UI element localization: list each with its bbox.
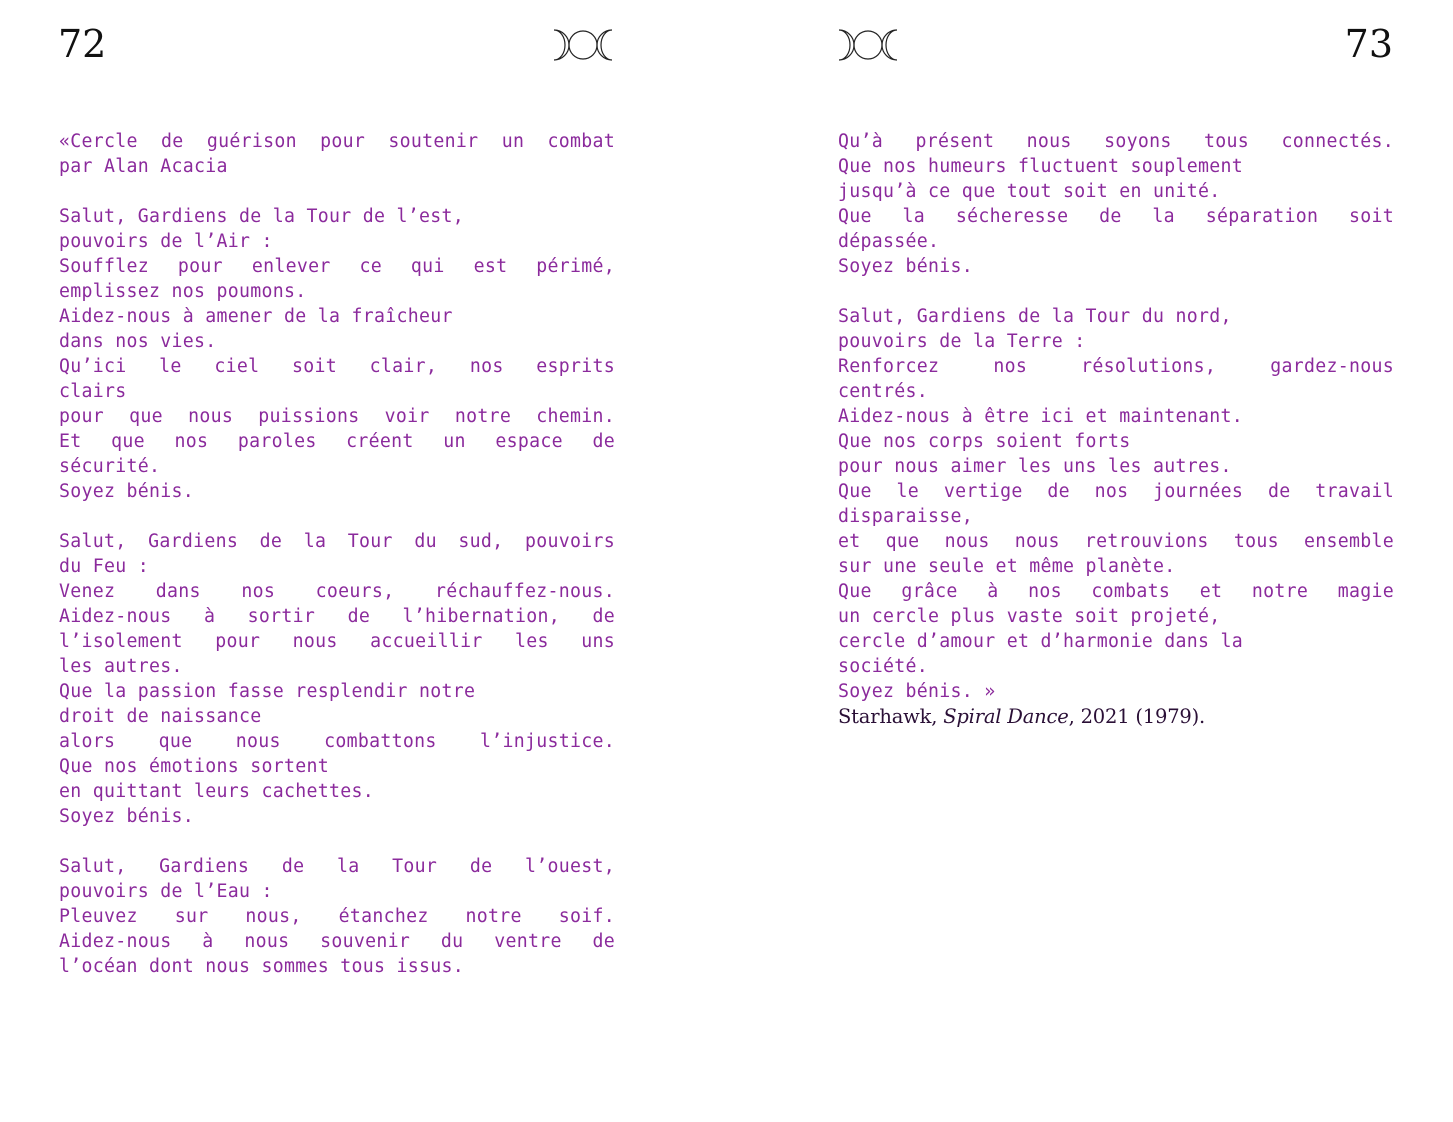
poem-line: pouvoirs de l’Air : — [59, 231, 273, 252]
poem-line: l’isolement pour nous accueillir les uns — [59, 631, 615, 652]
stanza — [59, 529, 615, 829]
poem-line: Que grâce à nos combats et notre magie — [838, 581, 1394, 602]
poem-line: Soyez bénis. — [838, 256, 973, 277]
poem-line: dans nos vies. — [59, 331, 217, 352]
poem-line: Et que nos paroles créent un espace de — [59, 431, 615, 452]
poem-line: Que le vertige de nos journées de travail — [838, 481, 1394, 502]
triple-moon-icon — [552, 28, 614, 62]
stanza — [59, 129, 615, 179]
stanza — [838, 304, 1394, 704]
citation-title: Spiral Dance — [943, 705, 1069, 728]
citation — [838, 704, 1394, 729]
poem-line: Salut, Gardiens de la Tour de l’ouest, — [59, 856, 615, 877]
triple-moon-icon — [837, 28, 899, 62]
poem-line: pour que nous puissions voir notre chemin. — [59, 406, 615, 427]
poem-line: alors que nous combattons l’injustice. — [59, 731, 615, 752]
stanza — [838, 129, 1394, 279]
poem-line: jusqu’à ce que tout soit en unité. — [838, 181, 1221, 202]
poem-line: Soufflez pour enlever ce qui est périmé, — [59, 256, 615, 277]
poem-line: Salut, Gardiens de la Tour de l’est, — [59, 206, 464, 227]
poem-line: du Feu : — [59, 556, 149, 577]
page-number: 73 — [1344, 22, 1393, 66]
right-page — [727, 0, 1453, 1122]
poem-line: sécurité. — [59, 456, 161, 477]
poem-line: Pleuvez sur nous, étanchez notre soif. — [59, 906, 615, 927]
poem-line: les autres. — [59, 656, 183, 677]
poem-line: Aidez-nous à amener de la fraîcheur — [59, 306, 453, 327]
poem-line: emplissez nos poumons. — [59, 281, 307, 302]
poem-line: Que nos corps soient forts — [838, 431, 1131, 452]
poem-line: droit de naissance — [59, 706, 262, 727]
poem-line: Qu’ici le ciel soit clair, nos esprits — [59, 356, 615, 377]
poem-line: disparaisse, — [838, 506, 973, 527]
poem-line: «Cercle de guérison pour soutenir un combat — [59, 131, 615, 152]
poem-line: Aidez-nous à être ici et maintenant. — [838, 406, 1243, 427]
poem-line: clairs — [59, 381, 127, 402]
poem-line: par Alan Acacia — [59, 156, 228, 177]
poem-line: Renforcez nos résolutions, gardez-nous — [838, 356, 1394, 377]
citation-author: Starhawk, — [838, 705, 938, 728]
left-page — [0, 0, 726, 1122]
poem-line: pour nous aimer les uns les autres. — [838, 456, 1232, 477]
poem-line: dépassée. — [838, 231, 940, 252]
poem-line: cercle d’amour et d’harmonie dans la — [838, 631, 1243, 652]
poem-line: société. — [838, 656, 928, 677]
poem-line: Que nos humeurs fluctuent souplement — [838, 156, 1243, 177]
citation-years: , 2021 (1979). — [1068, 705, 1206, 728]
poem-line: l’océan dont nous sommes tous issus. — [59, 956, 464, 977]
poem-line: sur une seule et même planète. — [838, 556, 1176, 577]
poem-line: Aidez-nous à nous souvenir du ventre de — [59, 931, 615, 952]
poem-line: Soyez bénis. — [59, 481, 194, 502]
poem-line: un cercle plus vaste soit projeté, — [838, 606, 1221, 627]
stanza — [59, 854, 615, 979]
stanza — [59, 204, 615, 504]
page-number: 72 — [58, 22, 107, 66]
poem-line: Venez dans nos coeurs, réchauffez-nous. — [59, 581, 615, 602]
poem-line: centrés. — [838, 381, 928, 402]
poem-text — [59, 129, 615, 979]
poem-line: Soyez bénis. — [59, 806, 194, 827]
poem-line: Soyez bénis. » — [838, 681, 996, 702]
poem-line: pouvoirs de la Terre : — [838, 331, 1086, 352]
poem-line: Aidez-nous à sortir de l’hibernation, de — [59, 606, 615, 627]
poem-line: Qu’à présent nous soyons tous connectés. — [838, 131, 1394, 152]
poem-line: Salut, Gardiens de la Tour du nord, — [838, 306, 1232, 327]
poem-line: Que la sécheresse de la séparation soit — [838, 206, 1394, 227]
poem-line: et que nous nous retrouvions tous ensemble — [838, 531, 1394, 552]
poem-text — [838, 129, 1394, 729]
poem-line: en quittant leurs cachettes. — [59, 781, 374, 802]
poem-line: Que la passion fasse resplendir notre — [59, 681, 476, 702]
poem-line: pouvoirs de l’Eau : — [59, 881, 273, 902]
poem-line: Que nos émotions sortent — [59, 756, 329, 777]
poem-line: Salut, Gardiens de la Tour du sud, pouvoirs — [59, 531, 615, 552]
